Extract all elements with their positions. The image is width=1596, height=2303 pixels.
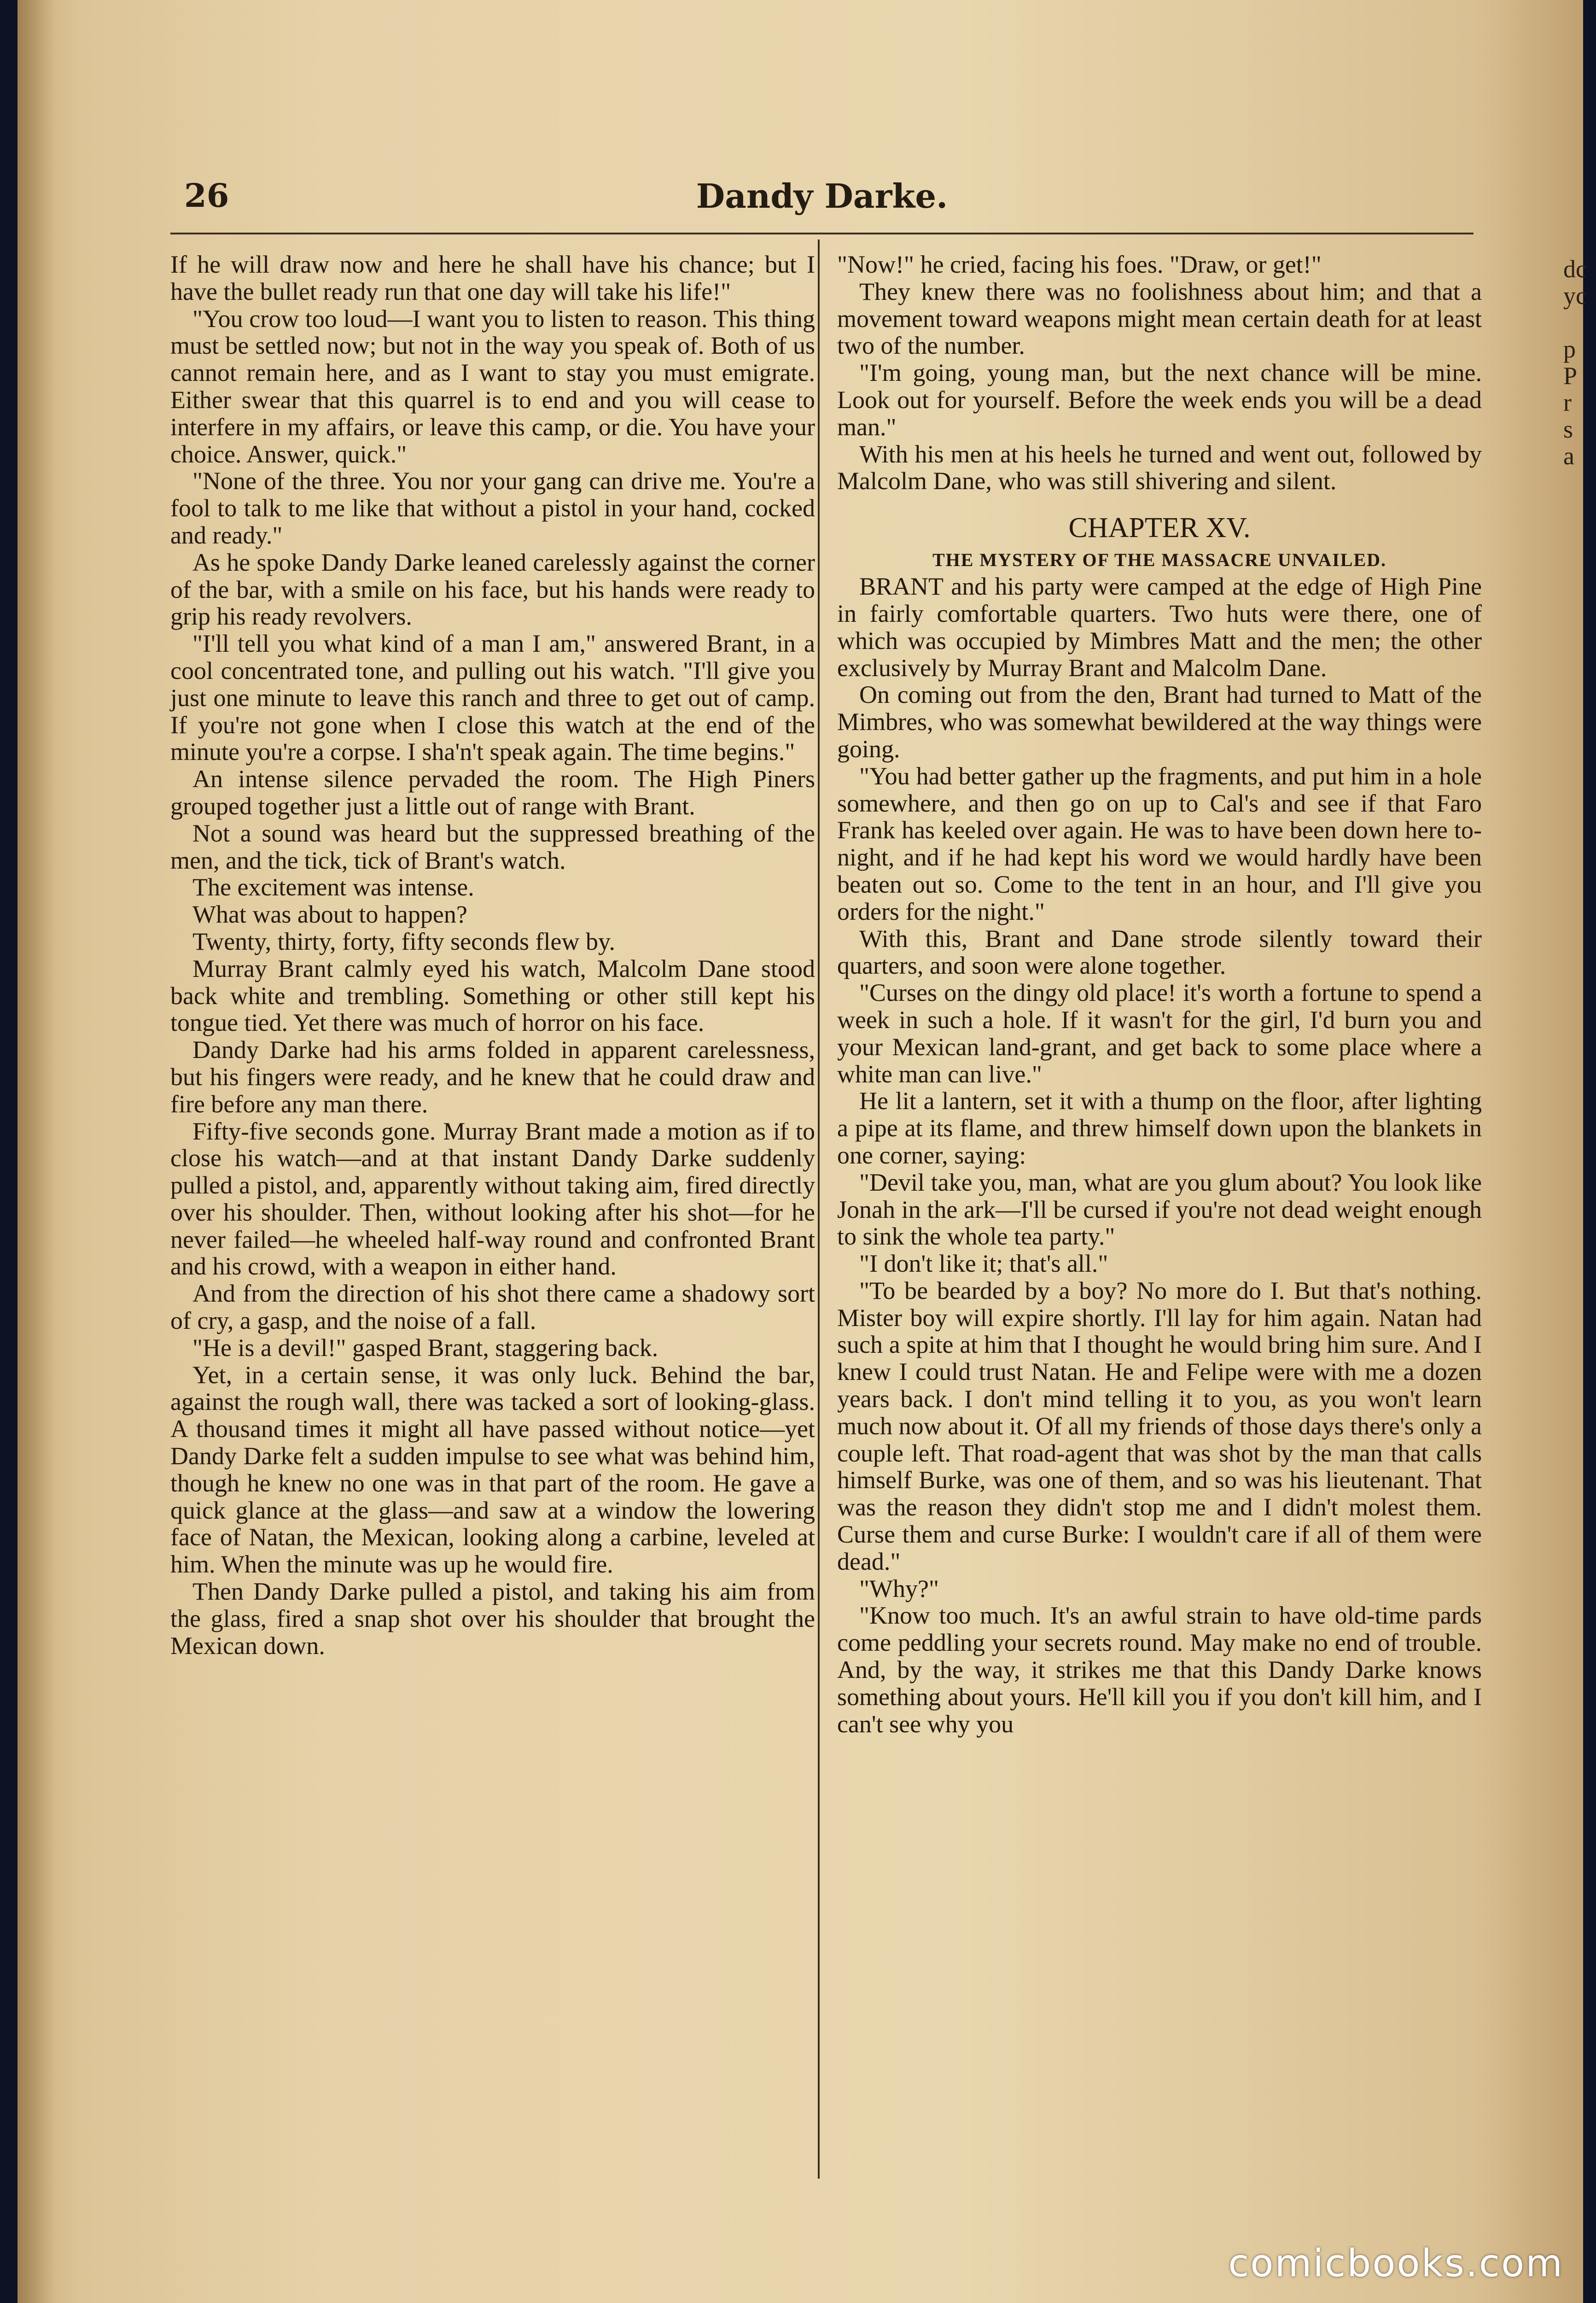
paragraph: "To be bearded by a boy? No more do I. But that's nothing. Mister boy will expire shortly. I'll lay for him again. Natan had such a spite at him that I thought he would bring him sure. And I knew I could trust Natan. He and Felipe were with me a dozen years back. I don't mind telling it to you, as you won't learn much now about it. Of all my friends of those days there's only a couple left. That road-agent that was shot by the man that calls himself Burke, was one of them, and so was his lieutenant. That was the reason they didn't stop me and I didn't molest them. Curse them and curse Burke: I wouldn't care if all of them were dead." [837, 1276, 1482, 1575]
paragraph: As he spoke Dandy Darke leaned carelessly against the corner of the bar, with a smile on his face, but his hands were ready to grip his ready revolvers. [170, 548, 815, 631]
paragraph: Dandy Darke had his arms folded in apparent carelessness, but his fingers were ready, and he knew that he could draw and fire before any man there. [170, 1036, 815, 1118]
paragraph: Twenty, thirty, forty, fifty seconds flew by. [192, 927, 615, 955]
bleed-fragment: a [1563, 442, 1574, 469]
bleed-fragment: r [1563, 389, 1572, 416]
paragraph: Not a sound was heard but the suppressed breathing of the men, and the tick, tick of Brant's watch. [170, 819, 815, 874]
paragraph: The excitement was intense. [192, 873, 474, 901]
paragraph: "Know too much. It's an awful strain to have old-time pards come peddling your secrets round. May make no end of trouble. And, by the way, it strikes me that this Dandy Darke knows something about yours. He'll kill you if you don't kill him, and I can't see why you [837, 1602, 1482, 1738]
paragraph: He lit a lantern, set it with a thump on the floor, after lighting a pipe at its flame, and threw himself down upon the blankets in one corner, saying: [837, 1087, 1482, 1169]
paragraph: "I'm going, young man, but the next chance will be mine. Look out for yourself. Before the week ends you will be a dead man." [837, 359, 1482, 441]
page-header [170, 168, 1474, 233]
paragraph: "Why?" [859, 1574, 939, 1602]
running-title: Dandy Darke. [696, 176, 948, 216]
binding-shadow [17, 0, 54, 2303]
bleed-fragment: p [1563, 335, 1576, 363]
bleed-fragment: s [1563, 415, 1573, 443]
paragraph: "Devil take you, man, what are you glum about? You look like Jonah in the ark—I'll be cursed if you're not dead weight enough to sink the whole tea party." [837, 1168, 1482, 1251]
paragraph: "I'll tell you what kind of a man I am," answered Brant, in a cool concentrated tone, and pulling out his watch. "I'll give you just one minute to leave this ranch and three to get out of camp. If you're not gone when I close this watch at the end of the minute you're a corpse. I sha'n't speak again. The time begins." [170, 630, 815, 766]
paragraph: They knew there was no foolishness about him; and that a movement toward weapons might mean certain death for at least two of the number. [837, 277, 1482, 360]
chapter-title: CHAPTER XV. [1068, 512, 1251, 544]
paragraph: "You crow too loud—I want you to listen to reason. This thing must be settled now; but not in the way you speak of. Both of us cannot remain here, and as I want to stay you must emigrate. Either swear that this quarrel is to end and you will cease to interfere in my affairs, or leave this camp, or die. You have your choice. Answer, quick." [170, 304, 815, 468]
bleed-fragment: dc [1563, 256, 1587, 283]
paragraph: If he will draw now and here he shall have his chance; but I have the bullet ready run that one day will take his life!" [170, 251, 815, 305]
header-rule [170, 233, 1474, 234]
paragraph: An intense silence pervaded the room. The High Piners grouped together just a little out of range with Brant. [170, 765, 815, 820]
paragraph: Yet, in a certain sense, it was only luck. Behind the bar, against the rough wall, there was tacked a sort of looking-glass. A thousand times it might all have passed without notice—yet Dandy Darke felt a sudden impulse to see what was behind him, though he knew no one was in that part of the room. He gave a quick glance at the glass—and saw at a window the lowering face of Natan, the Mexican, looking along a carbine, leveled at him. When the minute was up he would fire. [170, 1361, 815, 1578]
paragraph: "Curses on the dingy old place! it's worth a fortune to spend a week in such a hole. If it wasn't for the girl, I'd burn you and your Mexican land-grant, and get back to some place where a white man can live." [837, 979, 1482, 1088]
right-column [837, 251, 1482, 1737]
paragraph: Fifty-five seconds gone. Murray Brant made a motion as if to close his watch—and at that instant Dandy Darke suddenly pulled a pistol, and, apparently without taking aim, fired directly over his shoulder. Then, without looking after his shot—for he never failed—he wheeled half-way round and confronted Brant and his crowd, with a weapon in either hand. [170, 1117, 815, 1280]
paragraph: With this, Brant and Dane strode silently toward their quarters, and soon were alone together. [837, 924, 1482, 980]
column-divider [818, 240, 820, 2179]
paragraph: On coming out from the den, Brant had turned to Matt of the Mimbres, who was somewhat bewildered at the way things were going. [837, 681, 1482, 763]
paragraph: "I don't like it; that's all." [859, 1250, 1108, 1278]
paragraph: With his men at his heels he turned and went out, followed by Malcolm Dane, who was still shivering and silent. [837, 440, 1482, 495]
paragraph: BRANT and his party were camped at the edge of High Pine in fairly comfortable quarters. Two huts were there, one of which was occupied by Mimbres Matt and the men; the other exclusively by Murray Brant and Malcolm Dane. [837, 573, 1482, 682]
bleed-fragment: yc [1563, 282, 1587, 310]
paragraph: "Now!" he cried, facing his foes. "Draw, or get!" [837, 251, 1322, 278]
paragraph: "None of the three. You nor your gang can drive me. You're a fool to talk to me like that without a pistol in your hand, cocked and ready." [170, 467, 815, 549]
paragraph: Murray Brant calmly eyed his watch, Malcolm Dane stood back white and trembling. Something or other still kept his tongue tied. Yet there was much of horror on his face. [170, 954, 815, 1037]
chapter-subtitle: THE MYSTERY OF THE MASSACRE UNVAILED. [932, 549, 1387, 571]
site-watermark: comicbooks.com [1228, 2242, 1564, 2285]
paragraph: "You had better gather up the fragments, and put him in a hole somewhere, and then go on up to Cal's and see if that Faro Frank has keeled over again. He was to have been down here to-night, and if he had kept his word we would hardly have been beaten out so. Come to the tent in an hour, and I'll give you orders for the night." [837, 762, 1482, 925]
page-number: 26 [184, 176, 229, 215]
right-column-top [837, 251, 1482, 495]
left-column [170, 251, 815, 1659]
paragraph: Then Dandy Darke pulled a pistol, and taking his aim from the glass, fired a snap shot over his shoulder that brought the Mexican down. [170, 1578, 815, 1660]
bleed-fragment: P [1563, 362, 1578, 390]
right-column-bottom [837, 573, 1482, 1737]
next-page-bleed [1563, 256, 1591, 469]
paragraph: "He is a devil!" gasped Brant, staggering back. [192, 1333, 658, 1362]
paragraph: What was about to happen? [192, 900, 467, 929]
bleed-fragment [1563, 309, 1591, 336]
paragraph: And from the direction of his shot there came a shadowy sort of cry, a gasp, and the noise of a fall. [170, 1280, 815, 1335]
